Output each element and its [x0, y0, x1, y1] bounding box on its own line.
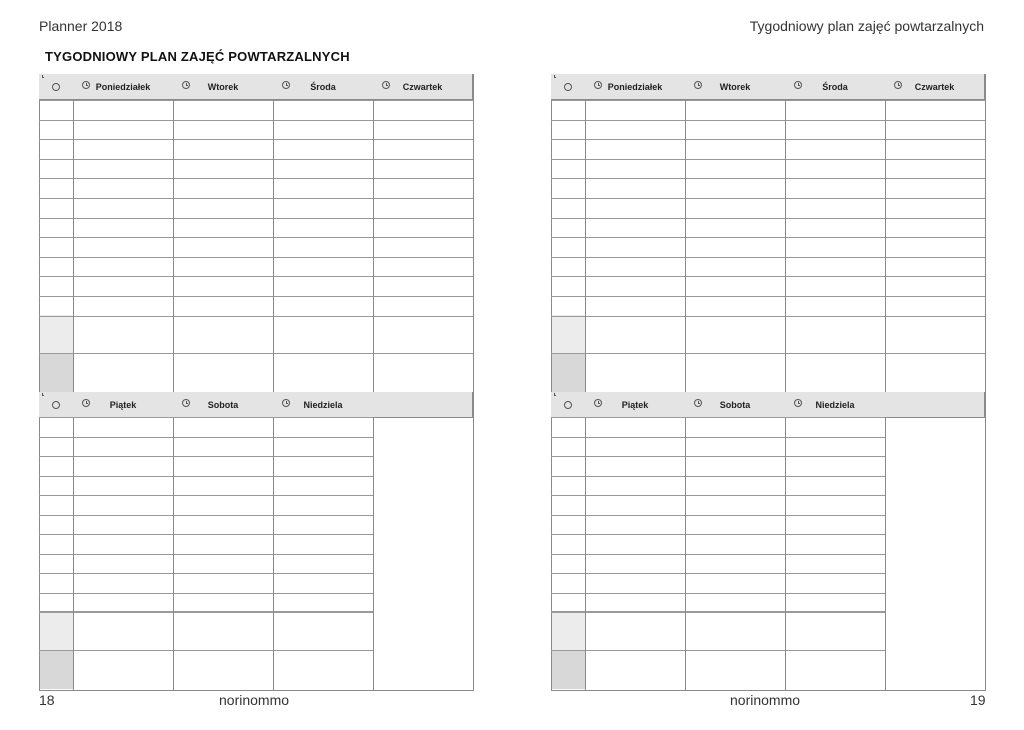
week-top-time-header: [551, 74, 586, 100]
row-line: [551, 257, 985, 258]
row-line: [39, 218, 473, 219]
day-label: Sobota: [719, 399, 751, 410]
clock-icon: [564, 401, 572, 409]
clock-icon: [282, 81, 290, 89]
week-bottom-day-header: [373, 392, 473, 418]
row-line: [551, 237, 985, 238]
row-line: [551, 353, 985, 354]
row-line: [39, 353, 473, 354]
clock-icon: [594, 81, 602, 89]
week-bottom-day-header: [273, 392, 374, 418]
week-top-table: [39, 74, 474, 393]
row-line: [39, 515, 373, 516]
column-line: [173, 100, 174, 392]
section-header: Tygodniowy plan zajęć powtarzalnych: [749, 18, 984, 34]
week-bottom-time-header: [39, 392, 74, 418]
day-label: Środa: [822, 81, 848, 92]
column-line: [685, 418, 686, 690]
clock-icon: [694, 399, 702, 407]
row-line: [39, 198, 473, 199]
row-line: [39, 612, 373, 613]
column-line: [785, 100, 786, 392]
time-slot-shade: [552, 315, 585, 353]
week-bottom-day-header: [685, 392, 786, 418]
week-bottom-day-header: [785, 392, 886, 418]
clock-icon: [282, 399, 290, 407]
day-label: Wtorek: [719, 81, 751, 92]
row-line: [551, 495, 885, 496]
row-line: [551, 417, 885, 418]
column-line: [585, 100, 586, 392]
page-title: TYGODNIOWY PLAN ZAJĘĆ POWTARZALNYCH: [45, 49, 350, 64]
row-line: [551, 218, 985, 219]
row-line: [551, 456, 885, 457]
week-bottom-time-header: [551, 392, 586, 418]
day-label: Poniedziałek: [607, 81, 663, 92]
column-line: [373, 418, 374, 690]
column-line: [685, 100, 686, 392]
row-line: [551, 611, 885, 612]
week-top-day-header: [885, 74, 985, 100]
brand-right: norinommo: [730, 692, 801, 708]
clock-icon: [182, 399, 190, 407]
row-line: [39, 456, 373, 457]
day-label: Niedziela: [815, 399, 855, 410]
row-line: [39, 139, 473, 140]
day-label: Środa: [310, 81, 336, 92]
week-top-day-header: [585, 74, 686, 100]
row-line: [551, 198, 985, 199]
column-line: [273, 100, 274, 392]
time-slot-shade: [552, 354, 585, 392]
clock-icon: [182, 81, 190, 89]
clock-icon: [894, 81, 902, 89]
time-slot-shade: [40, 315, 73, 353]
day-label: Czwartek: [402, 81, 443, 92]
row-line: [39, 159, 473, 160]
row-line: [551, 650, 885, 651]
week-top-day-header: [685, 74, 786, 100]
time-slot-shade: [552, 651, 585, 689]
clock-icon: [382, 81, 390, 89]
row-line: [551, 296, 985, 297]
row-line: [551, 554, 885, 555]
week-top-table: [551, 74, 986, 393]
row-line: [551, 612, 885, 613]
day-label: Wtorek: [207, 81, 239, 92]
row-line: [39, 437, 373, 438]
row-line: [39, 316, 473, 317]
clock-icon: [594, 399, 602, 407]
page-number-right: 19: [970, 692, 986, 708]
week-top-day-header: [173, 74, 274, 100]
row-line: [39, 650, 373, 651]
row-line: [39, 534, 373, 535]
row-line: [551, 316, 985, 317]
clock-icon: [52, 401, 60, 409]
time-slot-shade: [40, 354, 73, 392]
row-line: [39, 257, 473, 258]
row-line: [39, 554, 373, 555]
row-line: [39, 120, 473, 121]
column-line: [73, 100, 74, 392]
row-line: [39, 495, 373, 496]
row-line: [39, 237, 473, 238]
week-bottom-day-header: [585, 392, 686, 418]
clock-icon: [694, 81, 702, 89]
row-line: [551, 139, 985, 140]
time-slot-shade: [552, 612, 585, 650]
row-line: [551, 573, 885, 574]
row-line: [551, 100, 985, 101]
column-line: [885, 418, 886, 690]
week-top-day-header: [785, 74, 886, 100]
row-line: [551, 476, 885, 477]
week-bottom-day-header: [885, 392, 985, 418]
planner-title: Planner 2018: [39, 18, 123, 34]
week-bottom-day-header: [173, 392, 274, 418]
day-label: Czwartek: [914, 81, 955, 92]
row-line: [551, 515, 885, 516]
day-label: Piątek: [621, 399, 649, 410]
row-line: [39, 476, 373, 477]
column-line: [173, 418, 174, 690]
clock-icon: [52, 83, 60, 91]
week-top-day-header: [273, 74, 374, 100]
row-line: [551, 534, 885, 535]
day-label: Sobota: [207, 399, 239, 410]
day-label: Piątek: [109, 399, 137, 410]
column-line: [373, 100, 374, 392]
row-line: [551, 120, 985, 121]
row-line: [551, 593, 885, 594]
clock-icon: [794, 399, 802, 407]
row-line: [39, 573, 373, 574]
clock-icon: [82, 81, 90, 89]
day-label: Poniedziałek: [95, 81, 151, 92]
row-line: [39, 611, 373, 612]
brand-left: norinommo: [219, 692, 290, 708]
page-number-left: 18: [39, 692, 55, 708]
row-line: [551, 159, 985, 160]
row-line: [39, 276, 473, 277]
column-line: [73, 418, 74, 690]
clock-icon: [82, 399, 90, 407]
column-line: [585, 418, 586, 690]
day-label: Niedziela: [303, 399, 343, 410]
row-line: [551, 276, 985, 277]
row-line: [39, 100, 473, 101]
column-line: [885, 100, 886, 392]
column-line: [273, 418, 274, 690]
row-line: [39, 296, 473, 297]
week-top-time-header: [39, 74, 74, 100]
time-slot-shade: [40, 612, 73, 650]
row-line: [551, 178, 985, 179]
row-line: [39, 417, 373, 418]
row-line: [551, 437, 885, 438]
week-top-day-header: [73, 74, 174, 100]
week-top-day-header: [373, 74, 473, 100]
week-bottom-day-header: [73, 392, 174, 418]
row-line: [39, 178, 473, 179]
row-line: [39, 593, 373, 594]
clock-icon: [564, 83, 572, 91]
time-slot-shade: [40, 651, 73, 689]
column-line: [785, 418, 786, 690]
clock-icon: [794, 81, 802, 89]
